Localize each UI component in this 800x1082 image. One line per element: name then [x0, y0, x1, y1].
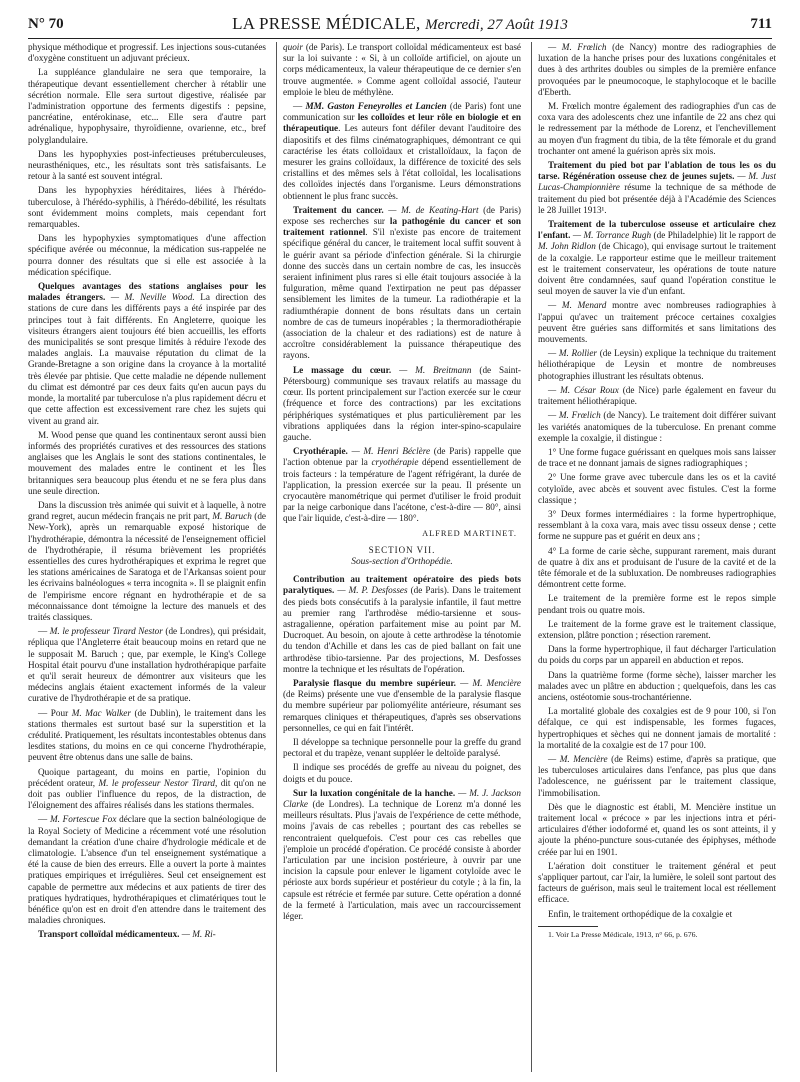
author: M. le professeur Tirard Nestor	[49, 626, 163, 637]
author: M. John Ridlon	[538, 241, 596, 252]
author: — M. Henri Béclère	[347, 446, 431, 457]
issue-date: Mercredi, 27 Août 1913	[425, 17, 568, 33]
paragraph-text: (de Saint-Pétersbourg) communique ses travaux relatifs au massage du cœur. Ils portent principalement sur l'action exercée sur le cœur (fréquence et force des contractions) par les excitations périphériques systématiques et plus particulièrement par les vibrations appliquées dans la région inter-spino-scapulaire gauche.	[283, 364, 521, 442]
paragraph: — Pour M. Mac Walker (de Dublin), le traitement dans les stations thermales est surtout basé sur la superstition et la crédulité. Pratiquement, les résultats incontestables obtenus dans lesdites stations, du moins en ce qui concerne l'hydrothérapie, peuvent être obtenus dans une salle de bains.	[28, 707, 266, 763]
author: — M. Rollier	[548, 348, 598, 359]
paragraph: M. Frœlich montre également des radiographies d'un cas de coxa vara des adolescents chez une infantile de 22 ans chez qui le redressement par la méthode de Lorenz, et l'enchevillement au moyen d'un fragment du tibia, de la tête fémorale et du grand trochanter ont amené la guérison après six mois.	[538, 101, 776, 156]
article	[283, 205, 521, 362]
footnote-rule	[538, 926, 598, 927]
author: — M. Torrance Rugh	[570, 230, 652, 241]
article-title: Le massage du cœur.	[293, 364, 392, 375]
author: — M. P. Desfosses	[334, 585, 408, 596]
list-item: 4° La forme de carie sèche, suppurant rarement, mais durant de quatre à dix ans et produisant de l'usure de la cavité et de la tête fémorale et de la subluxation. De nombreuses radiographies démontrent cette forme.	[538, 545, 776, 590]
author: Mac Walker	[85, 707, 131, 718]
list-item: 2° Une forme grave avec tubercule dans les os et la cavité cotyloïde, avec abcès et souvent avec fistules. C'est la forme classique ;	[538, 472, 776, 505]
term: cryothérapie	[371, 457, 419, 468]
paragraph-text: (de New-York), après un remarquable exposé historique de l'hydrothérapie, démontra la nécessité de l'enseignement officiel de l'hydrothérapie, il résuma brièvement les propriétés essentielles des cures hydrothérapiques et exprima le regret que les stations américaines de Saratoga et de l'Arkansas soient pour les écrivains balnéologues « terra incognita ». Il se plaignit enfin de l'empirisme encore régnant en hydrothérapie et de sa méconnaissance dont témoigne la lecture des manuels et des traités classiques.	[28, 511, 266, 622]
author: — M. Neville Wood.	[105, 292, 195, 303]
header-rule	[28, 38, 772, 39]
paragraph-text: (de Leysin) explique la technique du traitement héliothérapique de Leysin et montre de nombreuses photographies illustrant les résultats obtenus.	[538, 348, 776, 381]
author: — M. Frœlich	[548, 42, 607, 52]
article	[283, 788, 521, 922]
paragraph	[538, 410, 776, 444]
page-header	[28, 14, 772, 38]
paragraph: L'aération doit constituer le traitement général et peut s'appliquer partout, car l'air, la lumière, le soleil sont partout des facteurs de guérison, mais seul le traitement local est réellement efficace.	[538, 860, 776, 905]
list-item: 1° Une forme fugace guérissant en quelques mois sans laisser de trace et ne donnant jamais de signes radiographiques ;	[538, 446, 776, 469]
journal-masthead	[28, 14, 772, 34]
article-title: Traitement de la tuberculose osseuse et articulaire chez l'enfant.	[538, 219, 776, 241]
paragraph-text: (de Nancy). Le traitement doit différer suivant les variétés anatomiques de la tuberculose. En prenant comme exemple la coxalgie, il distingue :	[538, 410, 776, 443]
author: — M. Menard	[548, 300, 607, 311]
paragraph-text: (de Nancy) montre des radiographies de luxation de la hanche prises pour des luxations congénitales et dues à des arthrites doubles ou simples de la première enfance provoquées par le pneumocoque, le staphylocoque et le bacille d'Eberth.	[538, 42, 776, 97]
paragraph	[28, 500, 266, 623]
author: — M. Breitmann	[391, 364, 472, 375]
paragraph: M. Wood pense que quand les continentaux seront aussi bien informés des propriétés curatives et des ressources des stations anglaises que les Anglais le sont des stations continentales, le mouvement des malades entre le continent et les Îles britanniques sera beaucoup plus étendu et ne se fera plus dans une seule direction.	[28, 429, 266, 496]
issue-number: N° 70	[28, 16, 64, 32]
paragraph	[538, 348, 776, 382]
author: M. le professeur Nestor Tirard	[98, 777, 215, 788]
author: — M. Frœlich	[548, 410, 601, 421]
column-3	[538, 42, 776, 1072]
paragraph-text: (de Paris). Dans le traitement des pieds bots consécutifs à la paralysie infantile, il faut mettre au premier rang l'arthrodèse médio-tarsienne et sous-astragalienne, opération parfaitement mise au point par M. Ducroquet. Au besoin, on ajoute à cette arthrodèse la ténotomie du tendon d'Achille et dans les cas de pied ballant on fait une arthrodèse tibio-tarsienne. Par des projections, M. Desfosses montre la technique et les résultats de l'opération.	[283, 585, 521, 674]
author: — M. Mencière	[548, 753, 608, 764]
paragraph-text: Quoique partageant, du moins en partie, l'opinion du précédent orateur,	[28, 766, 266, 788]
author: MM. Gaston Feneyrolles et Lancien	[305, 101, 447, 112]
journal-title: LA PRESSE MÉDICALE,	[232, 14, 421, 33]
article	[283, 574, 521, 675]
author: — M. Mencière	[455, 677, 521, 688]
paragraph-text: (de Reims) estime, d'après sa pratique, que les tuberculoses articulaires dans l'enfance, pas plus que dans l'adolescence, ne guérissent par le traitement classique, l'immobilisation.	[538, 753, 776, 798]
article	[28, 281, 266, 427]
author: quoir	[283, 42, 303, 52]
paragraph-text: (de Paris) expose ses recherches sur	[283, 204, 521, 227]
paragraph-text: La direction des stations de cure dans les différents pays a été inspirée par des principes tout à fait différents. En Angleterre, quoique les visiteurs étrangers aient toujours été bien accueillis, les efforts des municipalités se sont presque limités à réduire l'exode des malades anglais. La mauvaise réputation du climat de la Grande-Bretagne a son origine dans la croyance à la mortalité très élevée par phtisie. Que cette maladie ne dépende nullement du climat est démontré par ces deux faits qu'en aucun pays du monde, la mortalité par tuberculose n'a plus rapidement décru et que cette affection est excessivement rare chez les sujets qui vivent au grand air.	[28, 292, 266, 426]
paragraph-text: dépend essentiellement de trois facteurs : la température de l'agent réfrigérant, la durée de l'application, la pression exercée sur la peau. Il présente un cryocautère manométrique qui permet d'utiliser le froid produit par la neige carbonique dans l'acétone, c'est-à-dire — 80°, ainsi que l'air liquide, c'est-à-dire — 180°.	[283, 457, 521, 524]
article-title: Traitement du pied bot par l'ablation de tous les os du tarse. Régénération osseuse chez de jeunes sujets.	[538, 160, 776, 182]
paragraph-text: (de Chicago), qui envisage surtout le traitement de la coxalgie. Le rapporteur estime que le meilleur traitement est le traitement conservateur, les opérations de toute nature doivent être condamnées, sauf quand l'opération constitue le seul moyen de sauver la vie d'un enfant.	[538, 241, 776, 297]
author: — M. Ri-	[179, 929, 216, 940]
column-2	[283, 42, 521, 1072]
author: M. Fortescue Fox	[49, 814, 117, 825]
paragraph-text: montre avec nombreuses radiographies à l'appui qu'avec un traitement précoce certaines coxalgies peuvent être guéries sans difformités et sans limitations des mouvements.	[538, 300, 776, 345]
paragraph: — M. le professeur Tirard Nestor (de Londres), qui présidait, répliqua que l'Angleterre était beaucoup moins en retard que ne le supposait M. Baruch ; que, par exemple, le King's College Hospital était pourvu d'une installation hydrothérapique parfaite et qu'il serait heureux de démontrer aux visiteurs que les médecins anglais étaient exactement informés de la valeur curative de l'hydrothérapie et de sa pratique.	[28, 626, 266, 704]
article	[283, 365, 521, 443]
paragraph-text: Dans la discussion très animée qui suivit et à laquelle, à notre grand regret, aucun médecin français ne prit part,	[28, 499, 266, 522]
section-heading: SECTION VII.	[368, 544, 436, 555]
list-item: 3° Deux formes intermédiaires : la forme hypertrophique, ressemblant à la coxa vara, mais avec tissu osseux dense ; cette forme ne suppure pas et guérit en deux ans ;	[538, 508, 776, 542]
article-title: Paralysie flasque du membre supérieur.	[293, 677, 456, 688]
paragraph-text: (de Londres). La technique de Lorenz m'a donné les meilleurs résultats. Plus j'avais de l'expérience de cette méthode, moins j'avais de cas rebelles ; pourtant des cas rebelles se rencontraient quelquefois. C'est pour ces cas rebelles que j'emploie un procédé d'opération. Ce procédé consiste à aborder l'articulation par une incision postérieure, à ouvrir par une incision la capsule pour enlever le ligament cotyloïde avec le périoste aux bords supérieur et postérieur du cotyle ; à la fin, la capsule est rétrécie et fermée par suture. Cette opération a donné de la fermeté à l'articulation, mais avec un raccourcissement léger.	[283, 799, 521, 922]
paragraph-text: (de Philadelphie) lit le rapport de	[651, 230, 776, 241]
paragraph: Dans les hypophyxies post-infectieuses prétuberculeuses, neurasthéniques, etc., les résultats sont très satisfaisants. Le retour à la santé est souvent intégral.	[28, 148, 266, 182]
paragraph: La suppléance glandulaire ne sera que temporaire, la thérapeutique devant essentiellement chercher à rétablir une sécrétion normale. Elle sera surtout digestive, réalisée par l'administration opportune des ferments digestifs : pepsine, pancréatine, entérokinase, etc... Elle sera d'autre part adrénalique, hypophysaire, thyroïdienne, ovarienne, etc., bref polyglandulaire.	[28, 67, 266, 145]
article-title: Transport colloïdal médicamenteux.	[38, 929, 180, 940]
paragraph	[283, 42, 521, 98]
paragraph: Il indique ses procédés de greffe au niveau du poignet, des doigts et du pouce.	[283, 762, 521, 784]
author: — M. César Roux	[548, 384, 619, 395]
paragraph-text: . Les auteurs font défiler devant l'auditoire des diapositifs et des films cinématographiques, démontrant ce qui caractérise les états colloïdaux et cristalloïdaux, la façon de mesurer les grains colloïdaux, la différence de toxicité des sels cristallins et des mêmes sels à l'état colloïdal, les localisations des colloïdes injectés dans l'organisme. Leurs démonstrations obtiennent le plus franc succès.	[283, 123, 521, 201]
author: — M. Just Lucas-Championnière	[538, 171, 776, 193]
paragraph: Le traitement de la première forme est le repos simple pendant trois ou quatre mois.	[538, 593, 776, 615]
author: — M. J. Jackson Clarke	[283, 787, 521, 809]
paragraph: Dans les hypophyxies symptomatiques d'une affection spécifique avérée ou méconnue, la médication sus-rappelée ne pourra donner des résultats que si elle est associée à la médication spécifique.	[28, 233, 266, 277]
paragraph: Dans la forme hypertrophique, il faut décharger l'articulation du poids du corps par un appareil en abduction et repos.	[538, 644, 776, 666]
paragraph-text: (de Nice) parle également en faveur du traitement héliothérapique.	[538, 384, 776, 407]
paragraph-text: (de Paris) rappelle que l'action obtenue par la	[283, 446, 521, 468]
paragraph: La mortalité globale des coxalgies est de 9 pour 100, si l'on défalque, ce qui est indispensable, les formes fugaces, hypertrophiques et sèches qui ne donnent jamais de mortalité : la mortalité de la coxalgie est de 17 pour 100.	[538, 706, 776, 750]
paragraph-text: , dit qu'on ne doit pas oublier l'influence du repos, de la distraction, de l'éloignement des affaires réalisés dans les stations thermales.	[28, 777, 266, 811]
footnote: 1. Voir La Presse Médicale, 1913, n° 66, p. 676.	[548, 929, 698, 939]
page-number: 711	[750, 16, 772, 32]
column-divider	[276, 42, 277, 1072]
author: — M. de Keating-Hart	[383, 204, 479, 215]
author: M.	[71, 707, 86, 718]
paragraph: physique méthodique et progressif. Les injections sous-cutanées d'oxygène constituent un adjuvant précieux.	[28, 42, 266, 64]
author: M. Baruch	[212, 511, 252, 522]
paragraph	[538, 42, 776, 98]
paragraph: Il développe sa technique personnelle pour la greffe du grand pectoral et du trapèze, venant suppléer le deltoïde paralysé.	[283, 736, 521, 759]
column-1	[28, 42, 266, 1072]
article-title: Traitement du cancer.	[293, 204, 384, 215]
article	[28, 929, 266, 940]
article-title: Contribution au traitement opératoire des pieds bots paralytiques.	[283, 574, 521, 596]
article-title: les colloïdes et leur rôle en biologie et en thérapeutique	[283, 112, 521, 134]
column-divider	[531, 42, 532, 1072]
article-title: Cryothérapie.	[293, 446, 348, 457]
paragraph	[538, 754, 776, 799]
article	[538, 219, 776, 297]
paragraph: — M. Fortescue Fox déclare que la section balnéologique de la Royal Society of Medicine a récemment voté une résolution demandant la création d'une chaire d'hydrologie médicale et de climatologie. L'absence d'un tel enseignement systématique a été la cause de bien des erreurs. Elle a ouvert la porte à maintes pratiques empiriques et irrégulières. Seul cet enseignement est capable de permettre aux médecins et aux patients de tirer des pratiques hydratiques, hydrothérapiques et climatériques tout le bénéfice qu'on est en droit d'en attendre dans le traitement des maladies chroniques.	[28, 814, 266, 926]
article	[283, 678, 521, 734]
paragraph-text: (de Dublin), le traitement dans les stations thermales est surtout basé sur la superstition et la crédulité. Pratiquement, les résultats incontestables obtenus dans lesdites stations, du moins en ce qui concerne l'hydrothérapie, peuvent être obtenus dans une salle de bains.	[28, 707, 266, 763]
paragraph: Dans les hypophyxies héréditaires, liées à l'hérédo-tuberculose, à l'hérédo-syphilis, à l'hérédo-débilité, les résultats sont évidemment moins complets, mais cependant fort remarquables.	[28, 185, 266, 230]
paragraph-text: (de Reims) présente une vue d'ensemble de la paralysie flasque du membre supérieur par poliomyélite antérieure, résumant ses remarques cliniques et thérapeutiques, d'après ses observations personnelles, ce qui en fait l'intérêt.	[283, 689, 521, 733]
article-title: Sur la luxation congénitale de la hanche.	[293, 787, 456, 798]
article-title: Quelques avantages des stations anglaises pour les malades étrangers.	[28, 281, 266, 303]
paragraph-text: (de Paris). Le transport colloïdal médicamenteux est basé sur la loi suivante : « Si, à un colloïde artificiel, on ajoute un corps médicamenteux, la valeur thérapeutique de ce dernier s'en trouve augmentée. » Comme agent colloïdal associé, l'auteur emploie le bleu de méthylène.	[283, 42, 521, 97]
paragraph: Enfin, le traitement orthopédique de la coxalgie et	[548, 908, 733, 919]
article	[283, 446, 521, 524]
article-title: la pathogénie du cancer et son traitement rationnel	[283, 216, 521, 238]
paragraph	[538, 300, 776, 345]
article	[538, 160, 776, 216]
paragraph: Dès que le diagnostic est établi, M. Mencière institue un traitement local « précoce » par les injections intra et péri-articulaires d'éther iodoformé et, quand les os sont atteints, il y ajoute la phéno-puncture sous-cutanée des épiphyses, méthode créée par lui en 1901.	[538, 801, 776, 857]
paragraph-text: résume la technique de sa méthode de traitement du pied bot présentée déjà à l'Académie des Sciences le 28 Juillet 1913¹.	[538, 182, 776, 215]
paragraph-text: (de Paris) font une communication sur	[283, 101, 521, 123]
paragraph	[538, 385, 776, 407]
subsection-heading: Sous-section d'Orthopédie.	[351, 556, 453, 567]
paragraph: Dans la quatrième forme (forme sèche), laisser marcher les malades avec un plâtre en abduction ; quelquefois, dans les cas anciens, ostéotomie sous-trochantérienne.	[538, 669, 776, 702]
paragraph	[28, 767, 266, 812]
paragraph: Le traitement de la forme grave est le traitement classique, extension, plâtre ponction ; résection rarement.	[538, 618, 776, 640]
paragraph-text: déclare que la section balnéologique de la Royal Society of Medicine a récemment voté une résolution demandant la création d'une chaire d'hydrologie médicale et de climatologie. L'absence d'un tel enseignement systématique a été la cause de bien des erreurs. Elle a ouvert la porte à maintes pratiques empiriques et irrégulières. Seul cet enseignement est capable de permettre aux médecins et aux patients de tirer des pratiques hydratiques, hydrothérapiques et climatériques tout le bénéfice qu'on est en droit d'en attendre dans le traitement des maladies chroniques.	[28, 814, 266, 926]
paragraph-text: . S'il n'existe pas encore de traitement spécifique général du cancer, le traitement local suffit souvent à le guérir avant sa période d'infection générale. Si la chirurgie donne des succès dans un certain nombre de cas, les insuccès seraient infiniment plus rares si elle était toujours associée à la fulguration, même quand l'extirpation ne peut pas dépasser sensiblement les limites de la tumeur. La radiothérapie et la radiumthérapie donnent de bons résultats dans un certain nombre de cas de tumeurs inopérables ; la thermoradiothérapie (association de la chaleur et des radiations) est de nature à accroître considérablement la puissance thérapeutique des rayons.	[283, 227, 521, 361]
paragraph-text: (de Londres), qui présidait, répliqua que l'Angleterre était beaucoup moins en retard que ne le supposait M. Baruch ; que, par exemple, le King's College Hospital était pourvu d'une installation hydrothérapique parfaite et qu'il serait heureux de démontrer aux visiteurs que les médecins anglais étaient exactement informés de la valeur curative de l'hydrothérapie et de sa pratique.	[28, 626, 266, 704]
article: — MM. Gaston Feneyrolles et Lancien (de Paris) font une communication sur les colloïdes et leur rôle en biologie et en thérapeutique. Les auteurs font défiler devant l'auditoire des diapositifs et des films cinématographiques, démontrant ce qui caractérise les états colloïdaux et cristalloïdaux, la façon de mesurer les grains colloïdaux, la différence de toxicité des sels cristallins et des mêmes sels à l'état colloïdal, les localisations des colloïdes injectés dans l'organisme. Leurs démonstrations obtiennent le plus franc succès.	[283, 101, 521, 201]
signature: ALFRED MARTINET.	[422, 528, 517, 538]
